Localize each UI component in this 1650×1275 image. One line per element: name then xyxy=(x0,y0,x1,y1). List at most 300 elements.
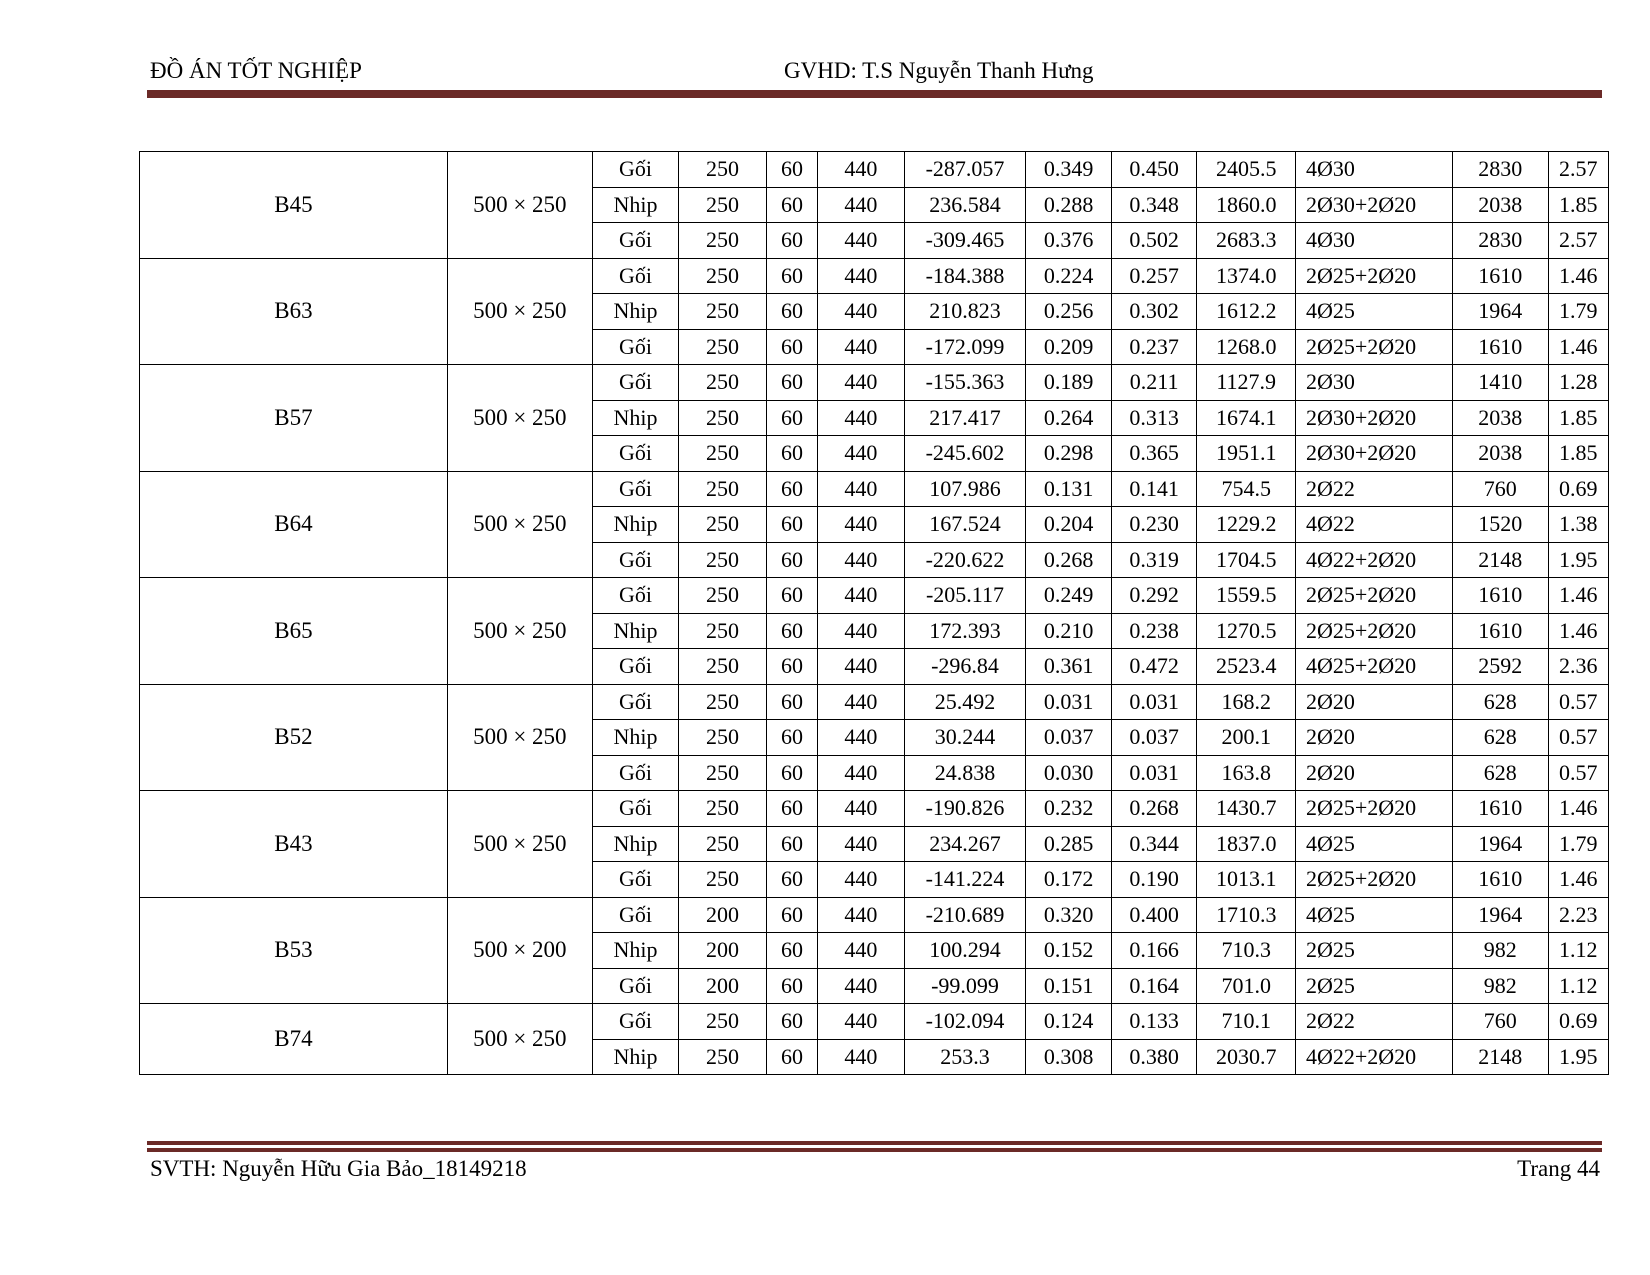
b-cell: 250 xyxy=(679,826,767,862)
beam-name-cell: B43 xyxy=(140,791,448,898)
steel-layout-cell: 2Ø25 xyxy=(1295,968,1452,1004)
b-cell: 250 xyxy=(679,471,767,507)
moment-cell: 172.393 xyxy=(904,613,1026,649)
section-cell: Gối xyxy=(592,649,679,685)
xi-cell: 0.344 xyxy=(1111,826,1197,862)
h0-cell: 440 xyxy=(818,933,905,969)
ratio-cell: 1.46 xyxy=(1548,329,1608,365)
ratio-cell: 1.46 xyxy=(1548,258,1608,294)
ratio-cell: 0.57 xyxy=(1548,684,1608,720)
as-required-cell: 701.0 xyxy=(1197,968,1296,1004)
a-cell: 60 xyxy=(766,684,817,720)
section-cell: Gối xyxy=(592,223,679,259)
as-provided-cell: 2038 xyxy=(1452,187,1548,223)
as-provided-cell: 2830 xyxy=(1452,152,1548,188)
as-required-cell: 1270.5 xyxy=(1197,613,1296,649)
xi-cell: 0.313 xyxy=(1111,400,1197,436)
a-cell: 60 xyxy=(766,471,817,507)
as-required-cell: 1704.5 xyxy=(1197,542,1296,578)
footer-rule-bottom xyxy=(147,1148,1602,1152)
section-cell: Nhip xyxy=(592,294,679,330)
steel-layout-cell: 2Ø30+2Ø20 xyxy=(1295,187,1452,223)
as-provided-cell: 982 xyxy=(1452,968,1548,1004)
alpha-m-cell: 0.285 xyxy=(1026,826,1112,862)
as-provided-cell: 2148 xyxy=(1452,542,1548,578)
h0-cell: 440 xyxy=(818,968,905,1004)
beam-table-body xyxy=(140,152,1609,1075)
alpha-m-cell: 0.298 xyxy=(1026,436,1112,472)
alpha-m-cell: 0.131 xyxy=(1026,471,1112,507)
ratio-cell: 1.28 xyxy=(1548,365,1608,401)
steel-layout-cell: 2Ø25+2Ø20 xyxy=(1295,578,1452,614)
ratio-cell: 1.79 xyxy=(1548,826,1608,862)
steel-layout-cell: 4Ø25 xyxy=(1295,294,1452,330)
h0-cell: 440 xyxy=(818,755,905,791)
ratio-cell: 1.85 xyxy=(1548,436,1608,472)
as-provided-cell: 982 xyxy=(1452,933,1548,969)
table-row xyxy=(140,578,1609,614)
h0-cell: 440 xyxy=(818,223,905,259)
ratio-cell: 1.95 xyxy=(1548,542,1608,578)
alpha-m-cell: 0.210 xyxy=(1026,613,1112,649)
alpha-m-cell: 0.224 xyxy=(1026,258,1112,294)
alpha-m-cell: 0.264 xyxy=(1026,400,1112,436)
ratio-cell: 2.57 xyxy=(1548,223,1608,259)
as-required-cell: 2683.3 xyxy=(1197,223,1296,259)
b-cell: 250 xyxy=(679,1039,767,1075)
b-cell: 250 xyxy=(679,649,767,685)
as-provided-cell: 2148 xyxy=(1452,1039,1548,1075)
xi-cell: 0.166 xyxy=(1111,933,1197,969)
moment-cell: 210.823 xyxy=(904,294,1026,330)
as-provided-cell: 1610 xyxy=(1452,578,1548,614)
alpha-m-cell: 0.361 xyxy=(1026,649,1112,685)
b-cell: 250 xyxy=(679,684,767,720)
as-provided-cell: 1610 xyxy=(1452,329,1548,365)
steel-layout-cell: 2Ø20 xyxy=(1295,755,1452,791)
section-cell: Nhip xyxy=(592,720,679,756)
header-rule xyxy=(147,90,1602,98)
table-row xyxy=(140,471,1609,507)
section-cell: Gối xyxy=(592,258,679,294)
section-cell: Gối xyxy=(592,436,679,472)
table-row xyxy=(140,152,1609,188)
as-required-cell: 1127.9 xyxy=(1197,365,1296,401)
as-provided-cell: 2038 xyxy=(1452,436,1548,472)
b-cell: 250 xyxy=(679,720,767,756)
b-cell: 200 xyxy=(679,897,767,933)
beam-name-cell: B64 xyxy=(140,471,448,578)
alpha-m-cell: 0.124 xyxy=(1026,1004,1112,1040)
b-cell: 250 xyxy=(679,294,767,330)
section-cell: Gối xyxy=(592,968,679,1004)
alpha-m-cell: 0.249 xyxy=(1026,578,1112,614)
as-provided-cell: 1610 xyxy=(1452,613,1548,649)
as-required-cell: 163.8 xyxy=(1197,755,1296,791)
ratio-cell: 1.46 xyxy=(1548,613,1608,649)
a-cell: 60 xyxy=(766,1004,817,1040)
section-cell: Gối xyxy=(592,329,679,365)
moment-cell: -296.84 xyxy=(904,649,1026,685)
as-required-cell: 1430.7 xyxy=(1197,791,1296,827)
b-cell: 250 xyxy=(679,613,767,649)
as-required-cell: 2523.4 xyxy=(1197,649,1296,685)
beam-size-cell: 500 × 250 xyxy=(447,152,592,259)
h0-cell: 440 xyxy=(818,436,905,472)
steel-layout-cell: 4Ø22 xyxy=(1295,507,1452,543)
as-required-cell: 168.2 xyxy=(1197,684,1296,720)
section-cell: Nhip xyxy=(592,187,679,223)
ratio-cell: 0.69 xyxy=(1548,1004,1608,1040)
beam-size-cell: 500 × 250 xyxy=(447,578,592,685)
section-cell: Gối xyxy=(592,365,679,401)
table-row xyxy=(140,791,1609,827)
steel-layout-cell: 4Ø25+2Ø20 xyxy=(1295,649,1452,685)
section-cell: Nhip xyxy=(592,933,679,969)
a-cell: 60 xyxy=(766,329,817,365)
as-provided-cell: 628 xyxy=(1452,684,1548,720)
moment-cell: 234.267 xyxy=(904,826,1026,862)
as-required-cell: 1951.1 xyxy=(1197,436,1296,472)
header-supervisor: GVHD: T.S Nguyễn Thanh Hưng xyxy=(784,58,1094,83)
section-cell: Gối xyxy=(592,862,679,898)
as-provided-cell: 2592 xyxy=(1452,649,1548,685)
section-cell: Gối xyxy=(592,791,679,827)
as-provided-cell: 628 xyxy=(1452,755,1548,791)
xi-cell: 0.211 xyxy=(1111,365,1197,401)
as-required-cell: 1860.0 xyxy=(1197,187,1296,223)
a-cell: 60 xyxy=(766,613,817,649)
as-required-cell: 1268.0 xyxy=(1197,329,1296,365)
a-cell: 60 xyxy=(766,294,817,330)
alpha-m-cell: 0.376 xyxy=(1026,223,1112,259)
xi-cell: 0.268 xyxy=(1111,791,1197,827)
section-cell: Gối xyxy=(592,152,679,188)
alpha-m-cell: 0.204 xyxy=(1026,507,1112,543)
h0-cell: 440 xyxy=(818,826,905,862)
beam-size-cell: 500 × 250 xyxy=(447,684,592,791)
a-cell: 60 xyxy=(766,862,817,898)
steel-layout-cell: 2Ø22 xyxy=(1295,1004,1452,1040)
as-required-cell: 2030.7 xyxy=(1197,1039,1296,1075)
steel-layout-cell: 4Ø22+2Ø20 xyxy=(1295,542,1452,578)
section-cell: Gối xyxy=(592,1004,679,1040)
as-required-cell: 200.1 xyxy=(1197,720,1296,756)
ratio-cell: 1.79 xyxy=(1548,294,1608,330)
a-cell: 60 xyxy=(766,755,817,791)
table-row xyxy=(140,684,1609,720)
section-cell: Gối xyxy=(592,471,679,507)
as-provided-cell: 2038 xyxy=(1452,400,1548,436)
alpha-m-cell: 0.320 xyxy=(1026,897,1112,933)
as-provided-cell: 1410 xyxy=(1452,365,1548,401)
a-cell: 60 xyxy=(766,649,817,685)
as-provided-cell: 1520 xyxy=(1452,507,1548,543)
moment-cell: -190.826 xyxy=(904,791,1026,827)
b-cell: 250 xyxy=(679,862,767,898)
as-provided-cell: 628 xyxy=(1452,720,1548,756)
h0-cell: 440 xyxy=(818,329,905,365)
moment-cell: -210.689 xyxy=(904,897,1026,933)
beam-size-cell: 500 × 250 xyxy=(447,791,592,898)
ratio-cell: 1.46 xyxy=(1548,791,1608,827)
beam-name-cell: B57 xyxy=(140,365,448,472)
alpha-m-cell: 0.031 xyxy=(1026,684,1112,720)
a-cell: 60 xyxy=(766,436,817,472)
moment-cell: -99.099 xyxy=(904,968,1026,1004)
table-row xyxy=(140,365,1609,401)
moment-cell: -102.094 xyxy=(904,1004,1026,1040)
steel-layout-cell: 2Ø25+2Ø20 xyxy=(1295,258,1452,294)
moment-cell: 25.492 xyxy=(904,684,1026,720)
h0-cell: 440 xyxy=(818,578,905,614)
a-cell: 60 xyxy=(766,542,817,578)
as-required-cell: 1559.5 xyxy=(1197,578,1296,614)
steel-layout-cell: 2Ø25 xyxy=(1295,933,1452,969)
ratio-cell: 2.36 xyxy=(1548,649,1608,685)
steel-layout-cell: 2Ø25+2Ø20 xyxy=(1295,329,1452,365)
steel-layout-cell: 2Ø25+2Ø20 xyxy=(1295,791,1452,827)
section-cell: Nhip xyxy=(592,826,679,862)
xi-cell: 0.037 xyxy=(1111,720,1197,756)
alpha-m-cell: 0.037 xyxy=(1026,720,1112,756)
alpha-m-cell: 0.209 xyxy=(1026,329,1112,365)
b-cell: 250 xyxy=(679,223,767,259)
h0-cell: 440 xyxy=(818,720,905,756)
header-title: ĐỒ ÁN TỐT NGHIỆP xyxy=(150,58,362,83)
ratio-cell: 1.85 xyxy=(1548,400,1608,436)
moment-cell: 100.294 xyxy=(904,933,1026,969)
h0-cell: 440 xyxy=(818,542,905,578)
moment-cell: 253.3 xyxy=(904,1039,1026,1075)
steel-layout-cell: 4Ø22+2Ø20 xyxy=(1295,1039,1452,1075)
b-cell: 250 xyxy=(679,542,767,578)
ratio-cell: 0.57 xyxy=(1548,755,1608,791)
steel-layout-cell: 2Ø25+2Ø20 xyxy=(1295,613,1452,649)
ratio-cell: 1.12 xyxy=(1548,968,1608,1004)
steel-layout-cell: 4Ø30 xyxy=(1295,152,1452,188)
moment-cell: -155.363 xyxy=(904,365,1026,401)
as-provided-cell: 1964 xyxy=(1452,897,1548,933)
h0-cell: 440 xyxy=(818,1004,905,1040)
xi-cell: 0.319 xyxy=(1111,542,1197,578)
section-cell: Gối xyxy=(592,897,679,933)
beam-name-cell: B52 xyxy=(140,684,448,791)
ratio-cell: 2.57 xyxy=(1548,152,1608,188)
as-provided-cell: 1610 xyxy=(1452,791,1548,827)
moment-cell: -309.465 xyxy=(904,223,1026,259)
a-cell: 60 xyxy=(766,826,817,862)
as-required-cell: 1374.0 xyxy=(1197,258,1296,294)
h0-cell: 440 xyxy=(818,791,905,827)
section-cell: Nhip xyxy=(592,507,679,543)
b-cell: 250 xyxy=(679,755,767,791)
footer-rule-top xyxy=(147,1141,1602,1145)
alpha-m-cell: 0.288 xyxy=(1026,187,1112,223)
as-required-cell: 1612.2 xyxy=(1197,294,1296,330)
xi-cell: 0.133 xyxy=(1111,1004,1197,1040)
section-cell: Nhip xyxy=(592,400,679,436)
steel-layout-cell: 2Ø20 xyxy=(1295,720,1452,756)
b-cell: 250 xyxy=(679,365,767,401)
alpha-m-cell: 0.152 xyxy=(1026,933,1112,969)
moment-cell: 167.524 xyxy=(904,507,1026,543)
moment-cell: 24.838 xyxy=(904,755,1026,791)
as-required-cell: 1013.1 xyxy=(1197,862,1296,898)
alpha-m-cell: 0.151 xyxy=(1026,968,1112,1004)
b-cell: 200 xyxy=(679,968,767,1004)
alpha-m-cell: 0.268 xyxy=(1026,542,1112,578)
as-provided-cell: 760 xyxy=(1452,1004,1548,1040)
b-cell: 250 xyxy=(679,1004,767,1040)
b-cell: 250 xyxy=(679,791,767,827)
as-required-cell: 710.1 xyxy=(1197,1004,1296,1040)
xi-cell: 0.031 xyxy=(1111,684,1197,720)
beam-size-cell: 500 × 250 xyxy=(447,471,592,578)
a-cell: 60 xyxy=(766,187,817,223)
xi-cell: 0.502 xyxy=(1111,223,1197,259)
a-cell: 60 xyxy=(766,720,817,756)
as-provided-cell: 1610 xyxy=(1452,258,1548,294)
a-cell: 60 xyxy=(766,897,817,933)
table-row xyxy=(140,1004,1609,1040)
as-required-cell: 710.3 xyxy=(1197,933,1296,969)
a-cell: 60 xyxy=(766,578,817,614)
b-cell: 250 xyxy=(679,400,767,436)
as-required-cell: 1229.2 xyxy=(1197,507,1296,543)
ratio-cell: 1.12 xyxy=(1548,933,1608,969)
b-cell: 250 xyxy=(679,436,767,472)
xi-cell: 0.257 xyxy=(1111,258,1197,294)
ratio-cell: 2.23 xyxy=(1548,897,1608,933)
moment-cell: 217.417 xyxy=(904,400,1026,436)
as-provided-cell: 1964 xyxy=(1452,294,1548,330)
a-cell: 60 xyxy=(766,152,817,188)
xi-cell: 0.400 xyxy=(1111,897,1197,933)
moment-cell: -141.224 xyxy=(904,862,1026,898)
b-cell: 250 xyxy=(679,187,767,223)
steel-layout-cell: 4Ø25 xyxy=(1295,897,1452,933)
a-cell: 60 xyxy=(766,400,817,436)
b-cell: 250 xyxy=(679,152,767,188)
h0-cell: 440 xyxy=(818,400,905,436)
beam-name-cell: B65 xyxy=(140,578,448,685)
a-cell: 60 xyxy=(766,223,817,259)
moment-cell: -220.622 xyxy=(904,542,1026,578)
h0-cell: 440 xyxy=(818,507,905,543)
beam-name-cell: B63 xyxy=(140,258,448,365)
alpha-m-cell: 0.349 xyxy=(1026,152,1112,188)
alpha-m-cell: 0.256 xyxy=(1026,294,1112,330)
beam-size-cell: 500 × 250 xyxy=(447,258,592,365)
moment-cell: 107.986 xyxy=(904,471,1026,507)
xi-cell: 0.365 xyxy=(1111,436,1197,472)
table-row xyxy=(140,897,1609,933)
as-provided-cell: 2830 xyxy=(1452,223,1548,259)
steel-layout-cell: 2Ø30 xyxy=(1295,365,1452,401)
moment-cell: -205.117 xyxy=(904,578,1026,614)
footer-student: SVTH: Nguyễn Hữu Gia Bảo_18149218 xyxy=(150,1156,527,1181)
b-cell: 200 xyxy=(679,933,767,969)
xi-cell: 0.031 xyxy=(1111,755,1197,791)
steel-layout-cell: 2Ø22 xyxy=(1295,471,1452,507)
alpha-m-cell: 0.308 xyxy=(1026,1039,1112,1075)
section-cell: Gối xyxy=(592,755,679,791)
ratio-cell: 1.46 xyxy=(1548,862,1608,898)
ratio-cell: 1.85 xyxy=(1548,187,1608,223)
beam-name-cell: B53 xyxy=(140,897,448,1004)
h0-cell: 440 xyxy=(818,294,905,330)
steel-layout-cell: 2Ø30+2Ø20 xyxy=(1295,436,1452,472)
xi-cell: 0.238 xyxy=(1111,613,1197,649)
as-provided-cell: 760 xyxy=(1452,471,1548,507)
ratio-cell: 0.69 xyxy=(1548,471,1608,507)
b-cell: 250 xyxy=(679,329,767,365)
steel-layout-cell: 2Ø25+2Ø20 xyxy=(1295,862,1452,898)
xi-cell: 0.450 xyxy=(1111,152,1197,188)
xi-cell: 0.230 xyxy=(1111,507,1197,543)
a-cell: 60 xyxy=(766,968,817,1004)
as-required-cell: 1837.0 xyxy=(1197,826,1296,862)
as-required-cell: 2405.5 xyxy=(1197,152,1296,188)
b-cell: 250 xyxy=(679,258,767,294)
section-cell: Nhip xyxy=(592,1039,679,1075)
a-cell: 60 xyxy=(766,258,817,294)
moment-cell: -287.057 xyxy=(904,152,1026,188)
footer-page-number: Trang 44 xyxy=(1517,1156,1600,1181)
xi-cell: 0.380 xyxy=(1111,1039,1197,1075)
h0-cell: 440 xyxy=(818,649,905,685)
xi-cell: 0.292 xyxy=(1111,578,1197,614)
steel-layout-cell: 4Ø25 xyxy=(1295,826,1452,862)
b-cell: 250 xyxy=(679,578,767,614)
beam-name-cell: B45 xyxy=(140,152,448,259)
alpha-m-cell: 0.189 xyxy=(1026,365,1112,401)
steel-layout-cell: 2Ø30+2Ø20 xyxy=(1295,400,1452,436)
table-row xyxy=(140,258,1609,294)
xi-cell: 0.164 xyxy=(1111,968,1197,1004)
beam-size-cell: 500 × 250 xyxy=(447,1004,592,1075)
h0-cell: 440 xyxy=(818,365,905,401)
moment-cell: 30.244 xyxy=(904,720,1026,756)
steel-layout-cell: 2Ø20 xyxy=(1295,684,1452,720)
h0-cell: 440 xyxy=(818,152,905,188)
h0-cell: 440 xyxy=(818,258,905,294)
steel-layout-cell: 4Ø30 xyxy=(1295,223,1452,259)
beam-name-cell: B74 xyxy=(140,1004,448,1075)
xi-cell: 0.472 xyxy=(1111,649,1197,685)
h0-cell: 440 xyxy=(818,187,905,223)
ratio-cell: 1.46 xyxy=(1548,578,1608,614)
h0-cell: 440 xyxy=(818,862,905,898)
beam-size-cell: 500 × 250 xyxy=(447,365,592,472)
h0-cell: 440 xyxy=(818,471,905,507)
beam-reinforcement-table xyxy=(139,151,1609,1075)
h0-cell: 440 xyxy=(818,1039,905,1075)
a-cell: 60 xyxy=(766,791,817,827)
ratio-cell: 1.95 xyxy=(1548,1039,1608,1075)
alpha-m-cell: 0.172 xyxy=(1026,862,1112,898)
section-cell: Gối xyxy=(592,684,679,720)
ratio-cell: 0.57 xyxy=(1548,720,1608,756)
as-required-cell: 1710.3 xyxy=(1197,897,1296,933)
as-provided-cell: 1964 xyxy=(1452,826,1548,862)
h0-cell: 440 xyxy=(818,897,905,933)
xi-cell: 0.237 xyxy=(1111,329,1197,365)
moment-cell: -172.099 xyxy=(904,329,1026,365)
alpha-m-cell: 0.030 xyxy=(1026,755,1112,791)
beam-size-cell: 500 × 200 xyxy=(447,897,592,1004)
